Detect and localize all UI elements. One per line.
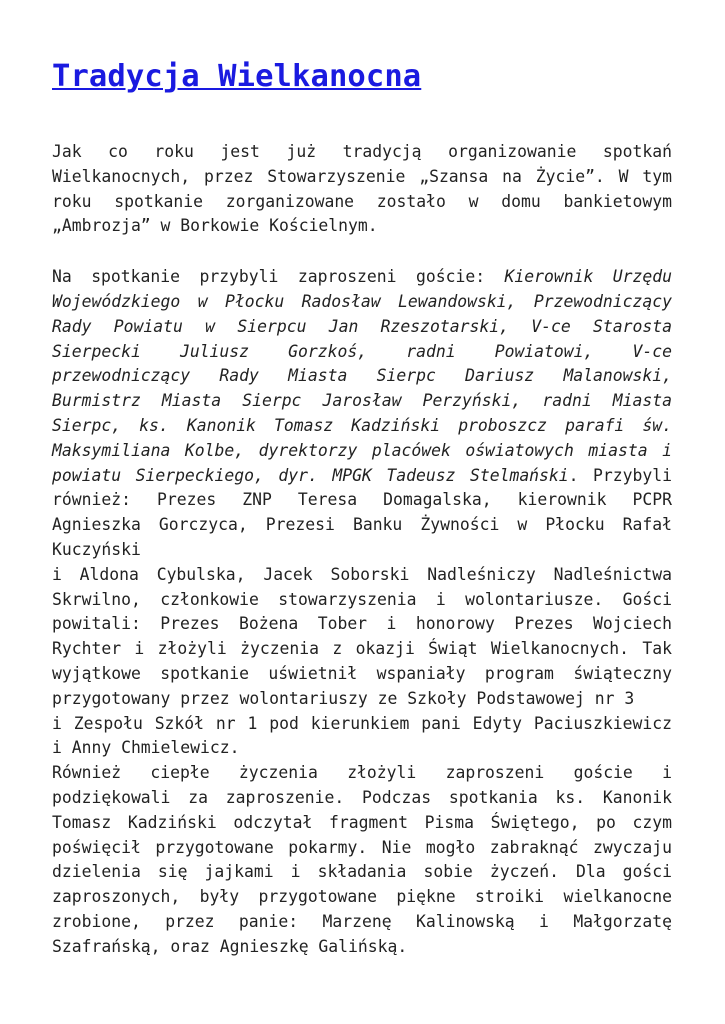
page-title (52, 56, 672, 98)
guests-continuation: i Aldona Cybulska, Jacek Soborski Nadleśniczy Nadleśnictwa Skrwilno, członkowie stowarzyszenia i wolontariusze. Gości powitali: Prezes Bożena Tober i honorowy Prezes Wojciech Rychter i złożyli życzenia z okazji Świąt Wielkanocnych. Tak wyjątkowe spotkanie uświetnił wspaniały program świąteczny przygotowany przez wolontariuszy ze Szkoły Podstawowej nr 3 (52, 564, 672, 708)
closing-text: Również ciepłe życzenia złożyli zaproszeni goście i podziękowali za zaproszenie. Podczas spotkania ks. Kanonik Tomasz Kadziński odczytał fragment Pisma Świętego, po czym poświęcił przygotowane pokarmy. Nie mogło zabraknąć zwyczaju dzielenia się jajkami i składania sobie życzeń. Dla gości zaproszonych, były przygotowane piękne stroiki wielkanocne zrobione, przez panie: Marzenę Kalinowską i Małgorzatę Szafrańską, oraz Agnieszkę Galińską. (52, 763, 672, 956)
guests-block (52, 265, 672, 563)
article (52, 56, 672, 960)
paragraph-intro: Jak co roku jest już tradycją organizowanie spotkań Wielkanocnych, przez Stowarzyszenie „Szansa na Życie”. W tym roku spotkanie zorganizowane zostało w domu bankietowym „Ambrozja” w Borkowie Kościelnym. (52, 142, 672, 236)
guests-additional-text: . Przybyli również: Prezes ZNP Teresa Domagalska, kierownik PCPR Agnieszka Gorczyca, Prezesi Banku Żywności w Płocku Rafał Kuczyński (52, 465, 672, 559)
guests-intro-text: Na spotkanie przybyli zaproszeni goście: (52, 267, 505, 287)
guests-list-italic: Kierownik Urzędu Wojewódzkiego w Płocku Radosław Lewandowski, Przewodniczący Rady Powiatu w Sierpcu Jan Rzeszotarski, V-ce Starosta Sierpecki Juliusz Gorzkoś, radni Powiatowi, V-ce przewodniczący Rady Miasta Sierpc Dariusz Malanowski, Burmistrz Miasta Sierpc Jarosław Perzyński, radni Miasta Sierpc, ks. Kanonik Tomasz Kadziński proboszcz parafi św. Maksymiliana Kolbe, dyrektorzy placówek oświatowych miasta i powiatu Sierpeckiego, dyr. MPGK Tadeusz Stelmański (52, 267, 673, 485)
paragraph-guests (52, 265, 672, 959)
title-link[interactable]: Tradycja Wielkanocna (52, 59, 422, 94)
school-program-text: i Zespołu Szkół nr 1 pod kierunkiem pani Edyty Paciuszkiewicz i Anny Chmielewicz. (52, 713, 672, 758)
